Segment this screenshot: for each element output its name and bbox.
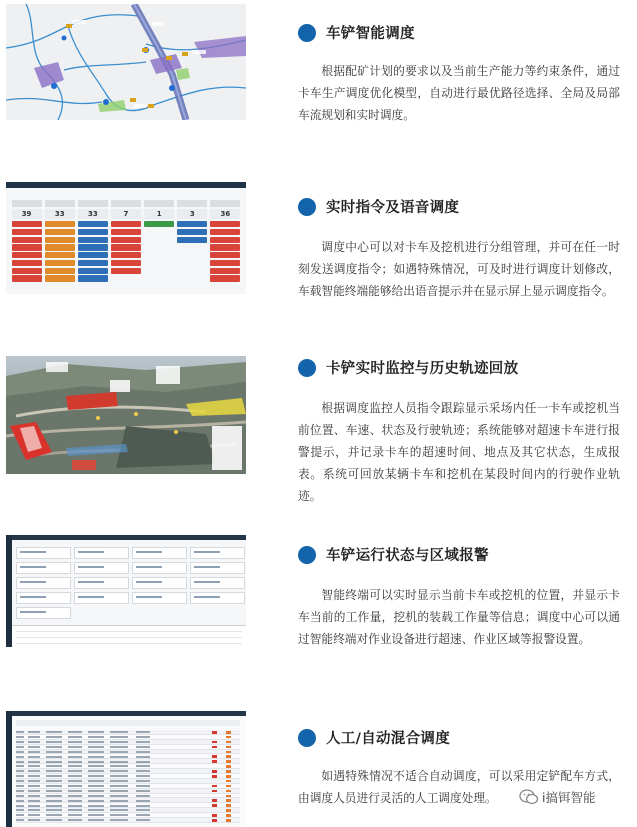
table-cell <box>88 800 104 802</box>
section-heading-5 <box>298 727 450 748</box>
table-cell <box>136 756 150 758</box>
equipment-tile <box>16 607 71 619</box>
equipment-tile-grid <box>16 547 245 619</box>
equipment-card <box>111 221 141 227</box>
table-cell <box>46 790 62 792</box>
table-cell <box>110 736 128 738</box>
status-flag <box>212 804 217 807</box>
table-cell <box>28 800 40 802</box>
column-header <box>210 200 240 207</box>
table-cell <box>110 775 128 777</box>
status-flag <box>226 741 231 744</box>
equipment-card <box>78 237 108 243</box>
equipment-card <box>210 229 240 235</box>
section-title: 车铲智能调度 <box>326 26 415 42</box>
equipment-tile <box>190 577 245 589</box>
equipment-card <box>78 275 108 281</box>
table-cell <box>88 731 104 733</box>
column-count: 7 <box>111 209 141 219</box>
manual-dispatch-screenshot <box>6 711 246 827</box>
equipment-card <box>210 260 240 266</box>
status-flag <box>212 746 217 749</box>
table-cell <box>28 780 40 782</box>
table-cell <box>136 790 150 792</box>
equipment-tile <box>16 577 71 589</box>
column-count: 33 <box>78 209 108 219</box>
table-cell <box>16 765 24 767</box>
column-header <box>177 200 207 207</box>
table-cell <box>46 761 62 763</box>
status-flag <box>212 799 217 802</box>
section-heading-3 <box>298 357 518 378</box>
table-cell <box>16 790 24 792</box>
table-cell <box>16 736 24 738</box>
status-flag <box>226 819 231 822</box>
section-description: 智能终端可以实时显示当前卡车或挖机的位置，并显示卡车当前的工作量，挖机的装载工作量等信息；调度中心可以通过智能终端对作业设备进行超速、作业区域等报警设置。 <box>298 588 620 646</box>
table-cell <box>46 819 62 821</box>
dispatch-board-screenshot <box>6 182 246 294</box>
status-flag <box>226 736 231 739</box>
equipment-card <box>111 237 141 243</box>
column-header <box>144 200 174 207</box>
table-cell <box>110 790 128 792</box>
column-count: 3 <box>177 209 207 219</box>
table-cell <box>46 785 62 787</box>
equipment-card <box>210 221 240 227</box>
equipment-tile <box>74 577 129 589</box>
equipment-card <box>177 229 207 235</box>
dispatch-column <box>210 200 240 283</box>
app-side-bar <box>6 711 12 827</box>
app-top-bar <box>12 535 246 540</box>
dispatch-column <box>144 200 174 283</box>
status-flag <box>212 785 217 788</box>
equipment-card <box>12 244 42 250</box>
equipment-card <box>45 237 75 243</box>
table-cell <box>68 780 82 782</box>
table-cell <box>16 795 24 797</box>
equipment-tile <box>190 547 245 559</box>
equipment-card <box>12 252 42 258</box>
alarm-row <box>16 646 242 647</box>
table-cell <box>68 756 82 758</box>
equipment-card <box>12 260 42 266</box>
dispatch-column <box>78 200 108 283</box>
table-cell <box>28 805 40 807</box>
equipment-tile <box>74 562 129 574</box>
table-cell <box>136 780 150 782</box>
table-cell <box>28 795 40 797</box>
table-cell <box>136 751 150 753</box>
equipment-tile <box>132 577 187 589</box>
mine-3d-terrain <box>6 356 246 474</box>
status-flag <box>212 775 217 778</box>
table-cell <box>88 770 104 772</box>
table-cell <box>46 751 62 753</box>
section-heading-1 <box>298 22 415 43</box>
dispatch-column <box>111 200 141 283</box>
watermark <box>519 788 595 806</box>
equipment-tile <box>132 562 187 574</box>
table-cell <box>46 746 62 748</box>
table-cell <box>28 790 40 792</box>
table-cell <box>68 736 82 738</box>
equipment-card <box>12 275 42 281</box>
table-cell <box>110 756 128 758</box>
table-cell <box>28 731 40 733</box>
table-cell <box>110 746 128 748</box>
table-cell <box>28 765 40 767</box>
table-cell <box>110 770 128 772</box>
status-flag <box>212 731 217 734</box>
section-heading-4 <box>298 544 489 565</box>
section-title: 卡铲实时监控与历史轨迹回放 <box>326 361 519 377</box>
status-flag <box>226 775 231 778</box>
table-cell <box>16 756 24 758</box>
table-cell <box>16 761 24 763</box>
equipment-card <box>111 268 141 274</box>
column-count: 33 <box>45 209 75 219</box>
dispatch-column <box>12 200 42 283</box>
equipment-card <box>210 275 240 281</box>
table-cell <box>136 761 150 763</box>
table-cell <box>88 805 104 807</box>
table-cell <box>28 746 40 748</box>
table-cell <box>110 761 128 763</box>
alarm-table <box>12 625 246 647</box>
table-cell <box>68 795 82 797</box>
equipment-tile <box>190 562 245 574</box>
table-cell <box>136 819 150 821</box>
table-cell <box>110 819 128 821</box>
3d-monitoring-screenshot <box>6 356 246 474</box>
table-cell <box>16 770 24 772</box>
table-cell <box>68 775 82 777</box>
table-cell <box>68 746 82 748</box>
table-cell <box>68 790 82 792</box>
equipment-card <box>45 252 75 258</box>
table-cell <box>110 765 128 767</box>
section-title: 人工/自动混合调度 <box>326 731 450 747</box>
watermark-text: i搞铒智能 <box>542 790 596 805</box>
table-cell <box>88 819 104 821</box>
table-cell <box>16 746 24 748</box>
alarm-row <box>16 640 242 644</box>
equipment-card <box>210 252 240 258</box>
table-cell <box>88 746 104 748</box>
table-cell <box>68 814 82 816</box>
table-cell <box>68 765 82 767</box>
equipment-tile <box>74 592 129 604</box>
table-cell <box>46 765 62 767</box>
table-cell <box>110 814 128 816</box>
column-count: 1 <box>144 209 174 219</box>
table-cell <box>88 814 104 816</box>
equipment-card <box>12 268 42 274</box>
table-cell <box>136 741 150 743</box>
equipment-card <box>177 237 207 243</box>
table-cell <box>88 780 104 782</box>
bullet-dot-icon <box>298 546 316 564</box>
column-count: 39 <box>12 209 42 219</box>
section-title: 车铲运行状态与区域报警 <box>326 548 489 564</box>
table-cell <box>110 751 128 753</box>
table-cell <box>88 765 104 767</box>
table-cell <box>16 785 24 787</box>
column-header <box>78 200 108 207</box>
table-cell <box>110 795 128 797</box>
status-flag <box>226 814 231 817</box>
status-flag <box>226 770 231 773</box>
bullet-dot-icon <box>298 24 316 42</box>
status-flag <box>226 799 231 802</box>
table-cell <box>68 770 82 772</box>
equipment-card <box>111 260 141 266</box>
table-cell <box>68 800 82 802</box>
equipment-tile <box>132 592 187 604</box>
equipment-tile <box>132 547 187 559</box>
equipment-card <box>45 221 75 227</box>
table-cell <box>136 805 150 807</box>
alarm-row <box>16 634 242 638</box>
dispatch-column <box>45 200 75 283</box>
table-cell <box>46 775 62 777</box>
status-flag <box>212 741 217 744</box>
equipment-card <box>78 260 108 266</box>
table-cell <box>110 785 128 787</box>
table-cell <box>136 775 150 777</box>
table-cell <box>28 785 40 787</box>
status-flag <box>226 809 231 812</box>
dispatch-table <box>16 730 240 823</box>
status-flag <box>212 790 217 793</box>
equipment-card <box>12 229 42 235</box>
table-cell <box>68 785 82 787</box>
equipment-card <box>78 268 108 274</box>
table-cell <box>88 736 104 738</box>
table-cell <box>68 805 82 807</box>
table-cell <box>88 741 104 743</box>
table-cell <box>28 761 40 763</box>
table-cell <box>28 751 40 753</box>
wechat-icon <box>519 788 539 806</box>
bullet-dot-icon <box>298 198 316 216</box>
status-flag <box>226 804 231 807</box>
table-cell <box>46 731 62 733</box>
status-flag <box>226 760 231 763</box>
table-cell <box>136 795 150 797</box>
dispatch-column <box>177 200 207 283</box>
table-cell <box>68 741 82 743</box>
table-cell <box>88 795 104 797</box>
table-cell <box>46 814 62 816</box>
column-count: 36 <box>210 209 240 219</box>
table-cell <box>68 809 82 811</box>
table-cell <box>46 780 62 782</box>
equipment-card <box>177 221 207 227</box>
table-cell <box>110 800 128 802</box>
table-cell <box>110 731 128 733</box>
status-flag <box>226 746 231 749</box>
table-cell <box>16 751 24 753</box>
status-flag <box>212 814 217 817</box>
status-flag <box>226 755 231 758</box>
dispatch-map-screenshot <box>6 4 246 120</box>
equipment-card <box>111 244 141 250</box>
equipment-card <box>111 252 141 258</box>
section-title: 实时指令及语音调度 <box>326 200 460 216</box>
equipment-card <box>12 237 42 243</box>
table-cell <box>88 756 104 758</box>
status-flag <box>226 751 231 754</box>
equipment-card <box>78 221 108 227</box>
table-cell <box>16 814 24 816</box>
table-cell <box>16 805 24 807</box>
status-flag <box>226 795 231 798</box>
table-cell <box>16 819 24 821</box>
table-cell <box>88 790 104 792</box>
table-cell <box>136 736 150 738</box>
equipment-card <box>12 221 42 227</box>
table-cell <box>16 780 24 782</box>
equipment-card <box>144 221 174 227</box>
table-cell <box>16 800 24 802</box>
table-cell <box>110 805 128 807</box>
equipment-card <box>78 244 108 250</box>
table-cell <box>28 770 40 772</box>
equipment-card <box>45 268 75 274</box>
column-header <box>12 200 42 207</box>
equipment-card <box>45 275 75 281</box>
dispatch-columns <box>10 200 242 283</box>
equipment-tile <box>16 547 71 559</box>
table-cell <box>28 775 40 777</box>
status-flag <box>212 770 217 773</box>
table-cell <box>16 775 24 777</box>
alarm-row <box>16 628 242 632</box>
table-cell <box>110 809 128 811</box>
equipment-tile <box>16 562 71 574</box>
equipment-card <box>45 244 75 250</box>
table-cell <box>88 761 104 763</box>
table-cell <box>46 800 62 802</box>
table-cell <box>88 809 104 811</box>
equipment-card <box>45 229 75 235</box>
table-cell <box>46 805 62 807</box>
section-heading-2 <box>298 196 459 217</box>
table-cell <box>136 785 150 787</box>
table-cell <box>16 741 24 743</box>
app-top-bar <box>6 182 246 188</box>
table-cell <box>68 751 82 753</box>
status-flag <box>212 760 217 763</box>
section-description: 根据调度监控人员指令跟踪显示采场内任一卡车或挖机当前位置、车速、状态及行驶轨迹；系统能够对超速卡车进行报警提示，并记录卡车的超速时间、地点及其它状态，生成报表。系统可回放某辆卡车和挖机在某段时间内的行驶作业轨迹。 <box>298 401 620 503</box>
table-cell <box>68 819 82 821</box>
section-description: 调度中心可以对卡车及挖机进行分组管理，并可在任一时刻发送调度指令；如遇特殊情况，可及时进行调度计划修改，车载智能终端能够给出语音提示并在显示屏上显示调度指令。 <box>298 240 620 298</box>
table-cell <box>28 756 40 758</box>
table-cell <box>68 731 82 733</box>
status-flag <box>226 765 231 768</box>
bullet-dot-icon <box>298 729 316 747</box>
equipment-card <box>210 268 240 274</box>
table-cell <box>136 765 150 767</box>
equipment-card <box>78 229 108 235</box>
table-cell <box>88 751 104 753</box>
mine-road-map <box>6 4 246 120</box>
section-description: 根据配矿计划的要求以及当前生产能力等约束条件，通过卡车生产调度优化模型，自动进行最优路径选择、全局及局部车流规划和实时调度。 <box>298 64 620 122</box>
table-cell <box>28 736 40 738</box>
table-cell <box>28 819 40 821</box>
table-cell <box>16 809 24 811</box>
status-flag <box>212 819 217 822</box>
table-cell <box>136 731 150 733</box>
section-description: 如遇特殊情况不适合自动调度，可以采用定铲配车方式，由调度人员进行灵活的人工调度处理。 <box>298 769 620 805</box>
table-cell <box>46 741 62 743</box>
status-flag <box>226 785 231 788</box>
table-cell <box>136 814 150 816</box>
table-cell <box>46 756 62 758</box>
app-top-bar <box>12 711 246 716</box>
table-cell <box>88 775 104 777</box>
equipment-card <box>210 244 240 250</box>
equipment-card <box>45 260 75 266</box>
table-cell <box>88 785 104 787</box>
equipment-card <box>210 237 240 243</box>
table-cell <box>110 780 128 782</box>
table-cell <box>136 809 150 811</box>
table-cell <box>68 761 82 763</box>
table-cell <box>46 795 62 797</box>
table-cell <box>28 741 40 743</box>
table-cell <box>46 770 62 772</box>
table-cell <box>28 814 40 816</box>
filter-bar <box>16 720 240 726</box>
equipment-status-screenshot <box>6 535 246 647</box>
table-row <box>16 818 240 823</box>
status-flag <box>226 780 231 783</box>
column-header <box>45 200 75 207</box>
status-flag <box>226 731 231 734</box>
table-cell <box>16 731 24 733</box>
table-cell <box>136 746 150 748</box>
status-flag <box>226 790 231 793</box>
table-cell <box>28 809 40 811</box>
table-cell <box>136 770 150 772</box>
bullet-dot-icon <box>298 359 316 377</box>
table-cell <box>136 800 150 802</box>
table-cell <box>46 736 62 738</box>
equipment-tile <box>74 547 129 559</box>
table-cell <box>46 809 62 811</box>
table-cell <box>110 741 128 743</box>
equipment-tile <box>190 592 245 604</box>
status-flag <box>212 755 217 758</box>
column-header <box>111 200 141 207</box>
equipment-card <box>78 252 108 258</box>
equipment-tile <box>16 592 71 604</box>
equipment-card <box>111 229 141 235</box>
